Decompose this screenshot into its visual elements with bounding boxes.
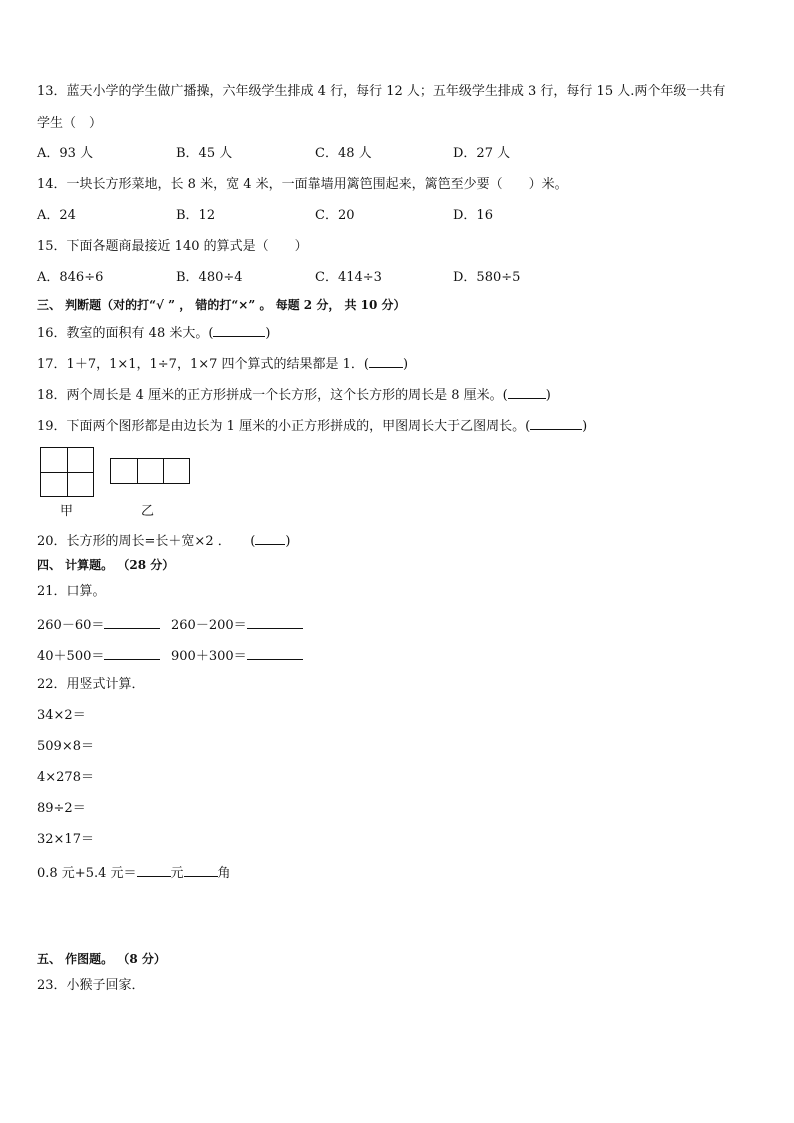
q14-option-b[interactable]: B．12: [176, 208, 216, 223]
q18-answer-blank[interactable]: [508, 384, 546, 399]
money-expr: 0.8 元+5.4 元＝: [37, 866, 137, 881]
q19-answer-blank[interactable]: [530, 415, 582, 430]
q19-stem: 19．下面两个图形都是由边长为 1 厘米的小正方形拼成的，甲图周长大于乙图周长。(: [37, 419, 531, 434]
q20-answer-blank[interactable]: [255, 530, 285, 545]
q14-option-c[interactable]: C．20: [315, 208, 355, 223]
q15-stem: 15．下面各题商最接近 140 的算式是（ ）: [37, 239, 308, 254]
figure-jia-2x2-squares: [40, 447, 94, 497]
q17-close-paren: ): [403, 357, 409, 372]
q18-row: [37, 384, 551, 405]
q13-option-d[interactable]: D．27 人: [453, 146, 511, 161]
money-conversion-row: [37, 862, 231, 883]
q20-stem: 20．长方形的周长=长＋宽×2 ． (: [37, 534, 256, 549]
q21-expr-4: 900＋300＝: [171, 649, 247, 664]
money-yuan-blank[interactable]: [137, 862, 171, 877]
q15-option-c[interactable]: C．414÷3: [315, 270, 382, 285]
q21-expr-2: 260－200＝: [171, 618, 247, 633]
q14-option-a[interactable]: A．24: [37, 208, 76, 223]
q18-stem: 18．两个周长是 4 厘米的正方形拼成一个长方形，这个长方形的周长是 8 厘米。(: [37, 388, 508, 403]
q22-item-2: 509×8＝: [37, 739, 94, 754]
q16-answer-blank[interactable]: [213, 322, 265, 337]
q22-title: 22．用竖式计算．: [37, 677, 145, 692]
q21-item-1: [37, 614, 160, 635]
q21-answer-blank-1[interactable]: [104, 614, 160, 629]
q20-row: [37, 530, 290, 551]
q22-item-3: 4×278＝: [37, 770, 94, 785]
money-jiao-unit: 角: [217, 866, 231, 881]
q20-close-paren: ): [285, 534, 291, 549]
q13-option-c[interactable]: C．48 人: [315, 146, 372, 161]
q17-stem: 17．1＋7，1×1，1÷7，1×7 四个算式的结果都是 1．(: [37, 357, 369, 372]
q13-option-b[interactable]: B．45 人: [176, 146, 233, 161]
figure-yi-1x3-squares: [110, 458, 190, 484]
q21-answer-blank-4[interactable]: [247, 645, 303, 660]
q17-row: [37, 353, 408, 374]
q22-item-5: 32×17＝: [37, 832, 94, 847]
q18-close-paren: ): [545, 388, 551, 403]
q13-stem-line1: 13．蓝天小学的学生做广播操，六年级学生排成 4 行，每行 12 人；五年级学生排成 3 行，每行 15 人.两个年级一共有: [37, 84, 726, 99]
q21-item-2: [171, 614, 303, 635]
q21-expr-1: 260－60＝: [37, 618, 105, 633]
q17-answer-blank[interactable]: [369, 353, 403, 368]
q19-row: [37, 415, 587, 436]
q14-option-d[interactable]: D．16: [453, 208, 493, 223]
q16-row: [37, 322, 271, 343]
q15-option-a[interactable]: A．846÷6: [37, 270, 104, 285]
q21-expr-3: 40＋500＝: [37, 649, 105, 664]
figure-jia-label: 甲: [60, 504, 74, 519]
section-3-heading: 三、 判断题（对的打“√ ” ， 错的打“×” 。 每题 2 分， 共 10 分）: [37, 298, 406, 312]
q21-title: 21．口算。: [37, 584, 106, 599]
q14-stem: 14．一块长方形菜地，长 8 米，宽 4 米，一面靠墙用篱笆围起来，篱笆至少要（ ）米。: [37, 177, 568, 192]
q22-item-1: 34×2＝: [37, 708, 86, 723]
q16-close-paren: ): [265, 326, 271, 341]
money-yuan-unit: 元: [170, 866, 184, 881]
q22-item-4: 89÷2＝: [37, 801, 86, 816]
q23-stem: 23．小猴子回家．: [37, 978, 145, 993]
figure-yi-label: 乙: [141, 504, 155, 519]
q21-answer-blank-2[interactable]: [247, 614, 303, 629]
q21-answer-blank-3[interactable]: [104, 645, 160, 660]
q13-stem-line2: 学生（ ）: [37, 116, 103, 131]
q15-option-d[interactable]: D．580÷5: [453, 270, 521, 285]
section-4-heading: 四、 计算题。 （28 分）: [37, 558, 175, 572]
section-5-heading: 五、 作图题。 （8 分）: [37, 952, 166, 966]
q21-item-4: [171, 645, 303, 666]
q13-option-a[interactable]: A．93 人: [37, 146, 94, 161]
money-jiao-blank[interactable]: [184, 862, 218, 877]
q19-close-paren: ): [582, 419, 588, 434]
q16-stem: 16．教室的面积有 48 米大。(: [37, 326, 214, 341]
q15-option-b[interactable]: B．480÷4: [176, 270, 243, 285]
q21-item-3: [37, 645, 160, 666]
